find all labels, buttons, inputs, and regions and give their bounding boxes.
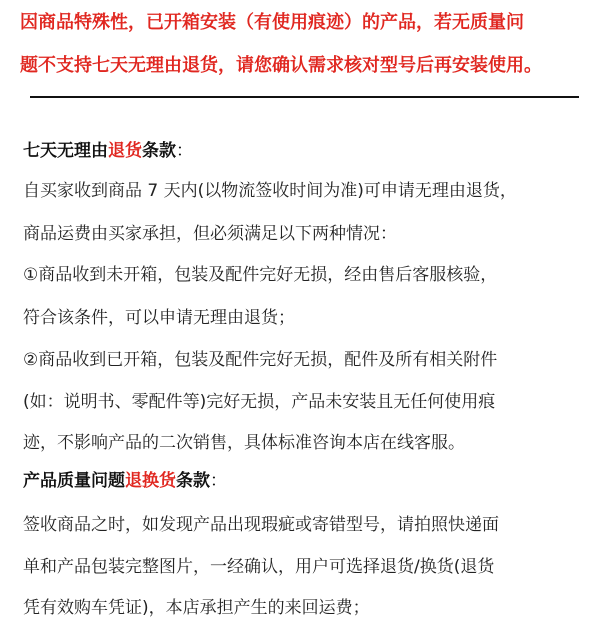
heading-accent-text: 退货	[108, 141, 142, 161]
heading-colon: ：	[176, 141, 193, 161]
heading-text: 产品质量问题	[23, 471, 125, 491]
notice-line-2: 题不支持七天无理由退货，请您确认需求核对型号后再安装使用。	[20, 55, 542, 76]
paragraph-line: 符合该条件，可以申请无理由退货；	[23, 308, 295, 328]
heading-accent-text: 退换货	[125, 471, 176, 491]
heading-colon: ：	[210, 471, 227, 491]
section-heading-exchange	[23, 471, 227, 491]
paragraph-line: (如：说明书、零配件等)完好无损，产品未安装且无任何使用痕	[23, 392, 496, 412]
paragraph-line: 自买家收到商品 7 天内(以物流签收时间为准)可申请无理由退货，	[23, 181, 517, 201]
notice-line-1: 因商品特殊性，已开箱安装（有使用痕迹）的产品，若无质量问	[20, 12, 524, 33]
paragraph-line: 迹，不影响产品的二次销售，具体标准咨询本店在线客服。	[23, 433, 465, 453]
paragraph-line: ①商品收到未开箱，包装及配件完好无损，经由售后客服核验，	[23, 265, 498, 285]
section-heading-return	[23, 141, 193, 161]
paragraph-line: 凭有效购车凭证)，本店承担产生的来回运费；	[23, 598, 370, 618]
heading-text: 条款	[176, 471, 210, 491]
heading-text: 七天无理由	[23, 141, 108, 161]
paragraph-line: 单和产品包装完整图片，一经确认，用户可选择退货/换货(退货	[23, 557, 495, 577]
paragraph-line: 商品运费由买家承担，但必须满足以下两种情况：	[23, 224, 397, 244]
divider	[30, 96, 579, 98]
paragraph-line: 签收商品之时，如发现产品出现瑕疵或寄错型号，请拍照快递面	[23, 515, 499, 535]
heading-text: 条款	[142, 141, 176, 161]
paragraph-line: ②商品收到已开箱，包装及配件完好无损，配件及所有相关附件	[23, 350, 498, 370]
